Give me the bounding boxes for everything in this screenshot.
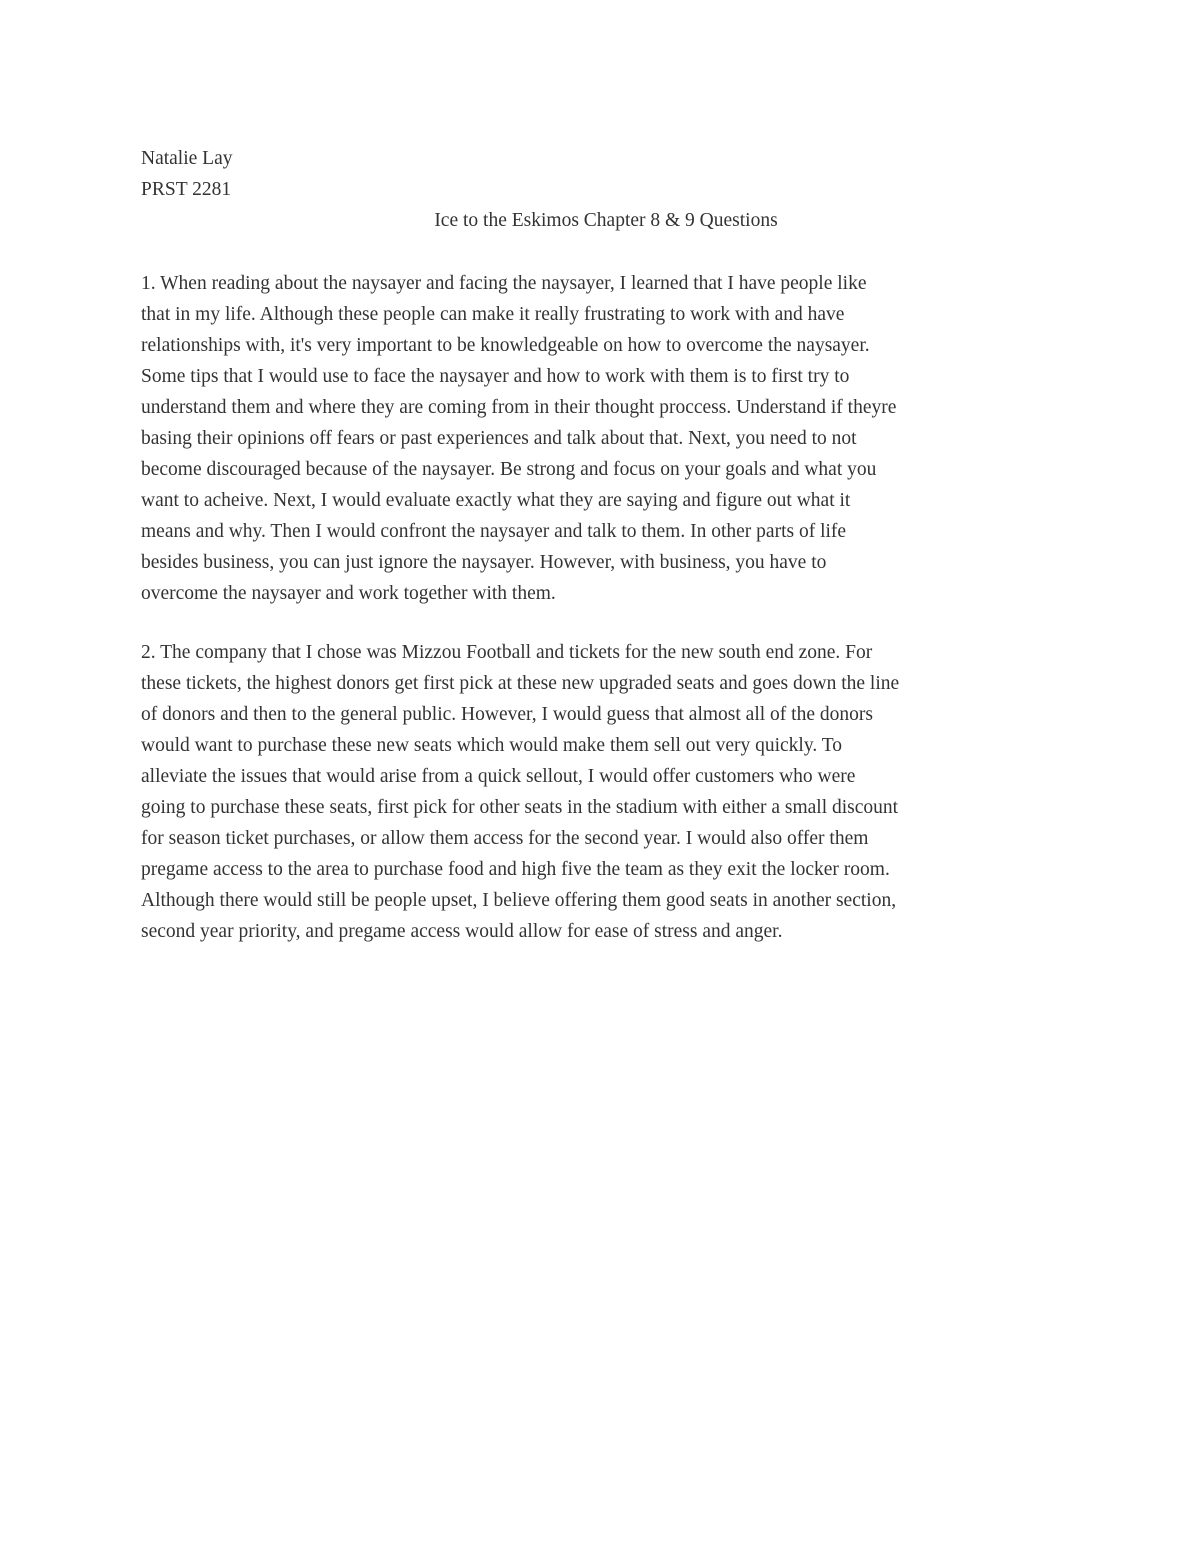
paragraph-line: Some tips that I would use to face the naysayer and how to work with them is to first try to xyxy=(141,366,850,387)
paragraph-line: going to purchase these seats, first pick for other seats in the stadium with either a small discount xyxy=(141,797,899,818)
paragraph-line: 1. When reading about the naysayer and facing the naysayer, I learned that I have people like xyxy=(141,273,867,294)
paragraph-line: means and why. Then I would confront the naysayer and talk to them. In other parts of life xyxy=(141,521,847,542)
paragraph-line: alleviate the issues that would arise from a quick sellout, I would offer customers who were xyxy=(141,766,856,787)
paragraph-line: become discouraged because of the naysayer. Be strong and focus on your goals and what you xyxy=(141,459,877,480)
spacer xyxy=(141,609,1071,637)
paragraph-line: would want to purchase these new seats which would make them sell out very quickly. To xyxy=(141,735,843,756)
answer-2-paragraph xyxy=(141,637,1071,947)
answer-1-paragraph xyxy=(141,268,1071,609)
paragraph-line: understand them and where they are coming from in their thought proccess. Understand if theyre xyxy=(141,397,897,418)
paragraph-line: second year priority, and pregame access would allow for ease of stress and anger. xyxy=(141,921,783,942)
paragraph-line: these tickets, the highest donors get first pick at these new upgraded seats and goes down the line xyxy=(141,673,900,694)
paragraph-line: Although there would still be people upset, I believe offering them good seats in another section, xyxy=(141,890,897,911)
author-name: Natalie Lay xyxy=(141,148,233,169)
paragraph-line: of donors and then to the general public. However, I would guess that almost all of the donors xyxy=(141,704,873,725)
paragraph-line: besides business, you can just ignore the naysayer. However, with business, you have to xyxy=(141,552,827,573)
paragraph-line: overcome the naysayer and work together with them. xyxy=(141,583,556,604)
document-title: Ice to the Eskimos Chapter 8 & 9 Questions xyxy=(434,210,778,231)
document-body xyxy=(141,143,1071,947)
paragraph-line: for season ticket purchases, or allow them access for the second year. I would also offer them xyxy=(141,828,869,849)
paragraph-line: 2. The company that I chose was Mizzou Football and tickets for the new south end zone. For xyxy=(141,642,873,663)
paragraph-line: want to acheive. Next, I would evaluate exactly what they are saying and figure out what it xyxy=(141,490,851,511)
paragraph-line: relationships with, it's very important to be knowledgeable on how to overcome the naysayer. xyxy=(141,335,870,356)
paragraph-line: that in my life. Although these people can make it really frustrating to work with and have xyxy=(141,304,845,325)
course-code: PRST 2281 xyxy=(141,179,232,200)
paragraph-line: basing their opinions off fears or past experiences and talk about that. Next, you need to not xyxy=(141,428,857,449)
spacer xyxy=(141,236,1071,268)
paragraph-line: pregame access to the area to purchase food and high five the team as they exit the locker room. xyxy=(141,859,890,880)
